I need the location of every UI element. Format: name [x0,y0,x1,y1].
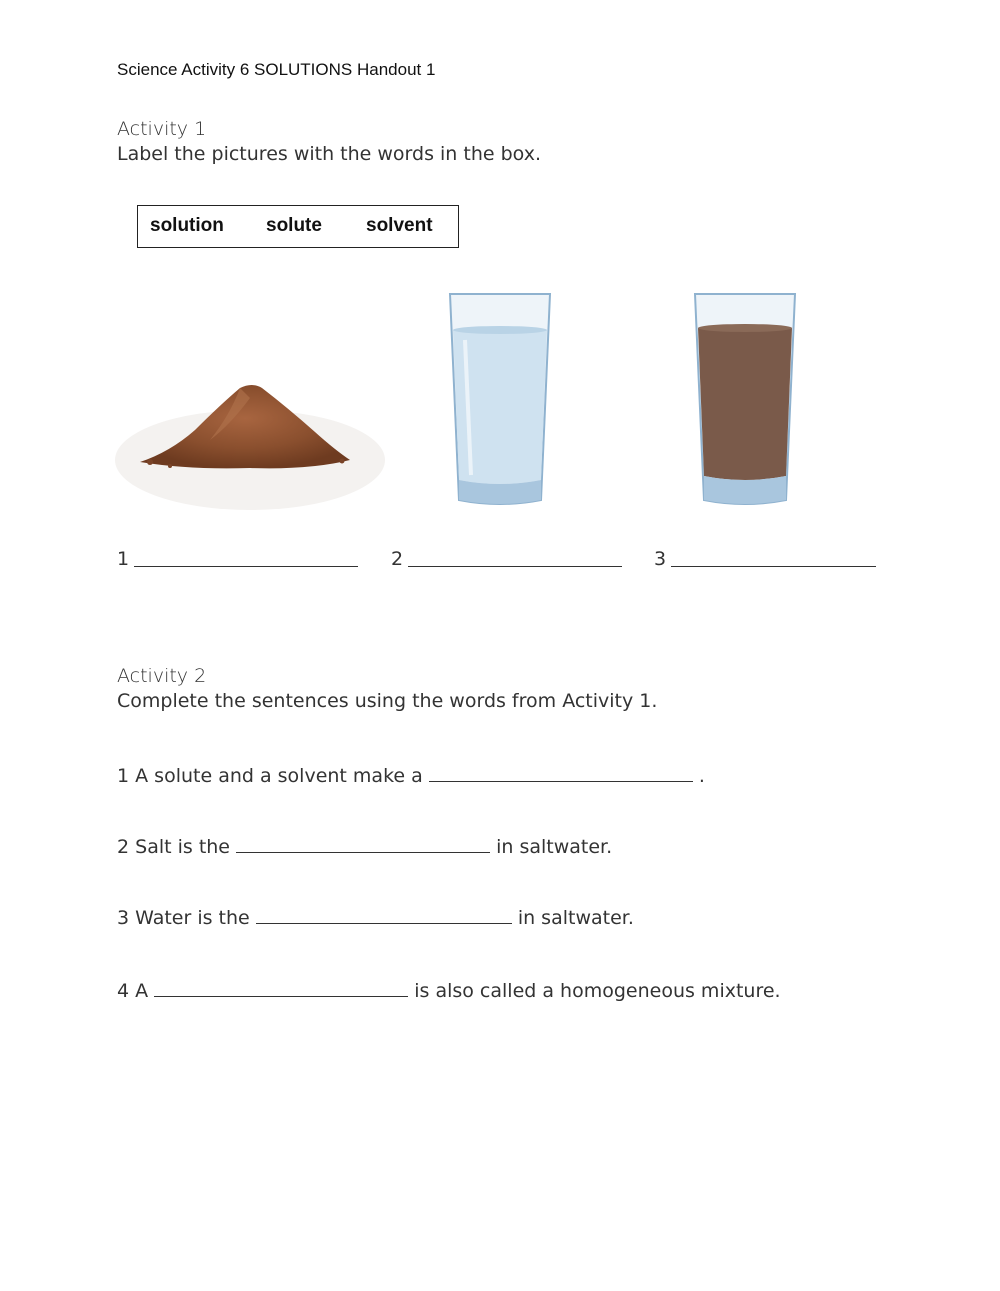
sentence-4-before: 4 A [117,980,149,1002]
sentence-3 [117,905,634,929]
page-header: Science Activity 6 SOLUTIONS Handout 1 [117,60,436,79]
sentence-1 [117,763,705,787]
answer-blank-3[interactable] [671,566,876,567]
sentence-4-after: is also called a homogeneous mixture. [408,980,781,1002]
picture-number-1: 1 [117,548,130,570]
picture-number-3: 3 [654,548,667,570]
sentence-2-after: in saltwater. [490,836,613,858]
sentence-2 [117,834,612,858]
sentence-3-after: in saltwater. [511,907,634,929]
sentence-1-blank[interactable] [429,763,693,782]
activity1-title: Activity 1 [117,118,207,140]
sentence-3-before: 3 Water is the [117,907,250,929]
word-solution: solution [150,215,224,236]
activity2-instruction: Complete the sentences using the words from Activity 1. [117,690,658,712]
word-solvent: solvent [366,215,433,236]
picture-number-2: 2 [391,548,404,570]
word-solute: solute [266,215,322,236]
answer-blank-1[interactable] [134,566,358,567]
glass-of-chocolate-milk-icon [690,290,800,510]
sentence-1-before: 1 A solute and a solvent make a [117,765,423,787]
activity1-instruction: Label the pictures with the words in the box. [117,143,541,165]
glass-of-water-icon [445,290,555,510]
answer-blank-2[interactable] [408,566,622,567]
cocoa-powder-pile-icon [110,370,390,520]
sentence-4-blank[interactable] [154,978,408,997]
sentence-2-blank[interactable] [236,834,490,853]
activity2-title: Activity 2 [117,665,207,687]
sentence-4 [117,978,781,1002]
word-box [137,205,459,248]
sentence-2-before: 2 Salt is the [117,836,230,858]
sentence-1-after: . [692,765,705,787]
sentence-3-blank[interactable] [256,905,512,924]
